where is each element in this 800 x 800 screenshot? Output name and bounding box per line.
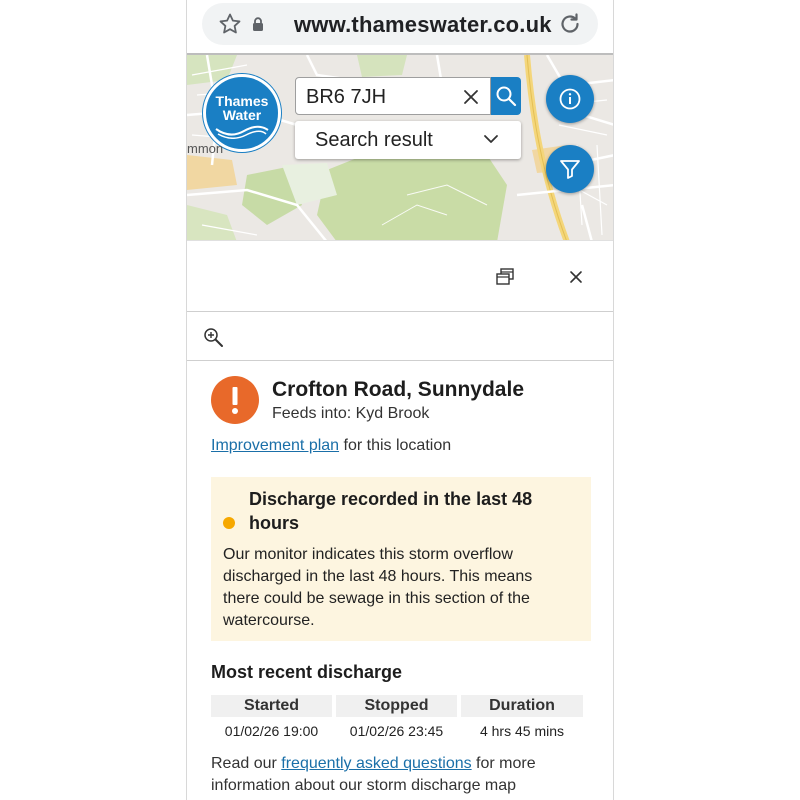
search-icon	[495, 85, 517, 107]
column-header-started: Started	[211, 695, 332, 717]
restore-window-icon[interactable]	[495, 267, 515, 287]
map-place-label: mmon	[187, 141, 224, 156]
feeds-into-text: Feeds into: Kyd Brook	[272, 405, 430, 422]
zoom-toolbar	[187, 313, 614, 361]
alert-message: Our monitor indicates this storm overflow discharged in the last 48 hours. This means there could be sewage in this section of the watercourse.	[223, 546, 533, 629]
improvement-plan-line	[211, 437, 451, 455]
recent-discharge-heading: Most recent discharge	[211, 662, 403, 682]
warning-icon	[211, 376, 259, 424]
clear-search-icon[interactable]	[460, 86, 482, 108]
location-details	[187, 362, 614, 800]
star-icon[interactable]	[218, 12, 242, 36]
url-bar[interactable]	[202, 3, 598, 45]
filter-button[interactable]	[546, 145, 594, 193]
reload-icon[interactable]	[557, 11, 583, 37]
chevron-down-icon	[483, 133, 499, 145]
logo-wave-icon	[214, 125, 270, 139]
cell-duration: 4 hrs 45 mins	[479, 723, 565, 739]
filter-icon	[558, 157, 582, 181]
cell-stopped: 01/02/26 23:45	[349, 723, 444, 739]
browser-bar	[187, 0, 614, 53]
search-result-dropdown[interactable]	[295, 121, 521, 159]
column-header-stopped: Stopped	[336, 695, 457, 717]
search-result-label: Search result	[315, 129, 433, 151]
improvement-plan-suffix: for this location	[339, 437, 452, 454]
postcode-search-input[interactable]	[306, 84, 446, 110]
alert-title: Discharge recorded in the last 48 hours	[249, 489, 533, 533]
postcode-search-field[interactable]	[295, 77, 491, 115]
faq-prefix: Read our	[211, 755, 282, 772]
status-dot	[223, 517, 235, 529]
faq-text	[211, 753, 591, 797]
info-icon	[558, 87, 582, 111]
logo-text-water: Water	[222, 107, 262, 123]
improvement-plan-link[interactable]: Improvement plan	[211, 437, 340, 454]
lock-icon	[252, 17, 264, 31]
cell-started: 01/02/26 19:00	[224, 723, 319, 739]
url-text[interactable]: www.thameswater.co.uk	[294, 12, 552, 37]
close-icon[interactable]	[569, 270, 583, 284]
faq-suffix: for more information about our storm discharge map	[211, 755, 536, 794]
location-title: Crofton Road, Sunnydale	[272, 378, 524, 401]
column-header-duration: Duration	[461, 695, 583, 717]
logo-text-thames: Thames	[215, 93, 269, 109]
faq-link[interactable]: frequently asked questions	[281, 755, 472, 772]
zoom-in-icon[interactable]	[203, 327, 225, 349]
panel-header	[187, 240, 614, 312]
phone-screen	[186, 0, 614, 800]
discharge-alert	[211, 477, 591, 641]
info-button[interactable]	[546, 75, 594, 123]
map-view[interactable]	[187, 53, 614, 240]
search-button[interactable]	[491, 77, 521, 115]
